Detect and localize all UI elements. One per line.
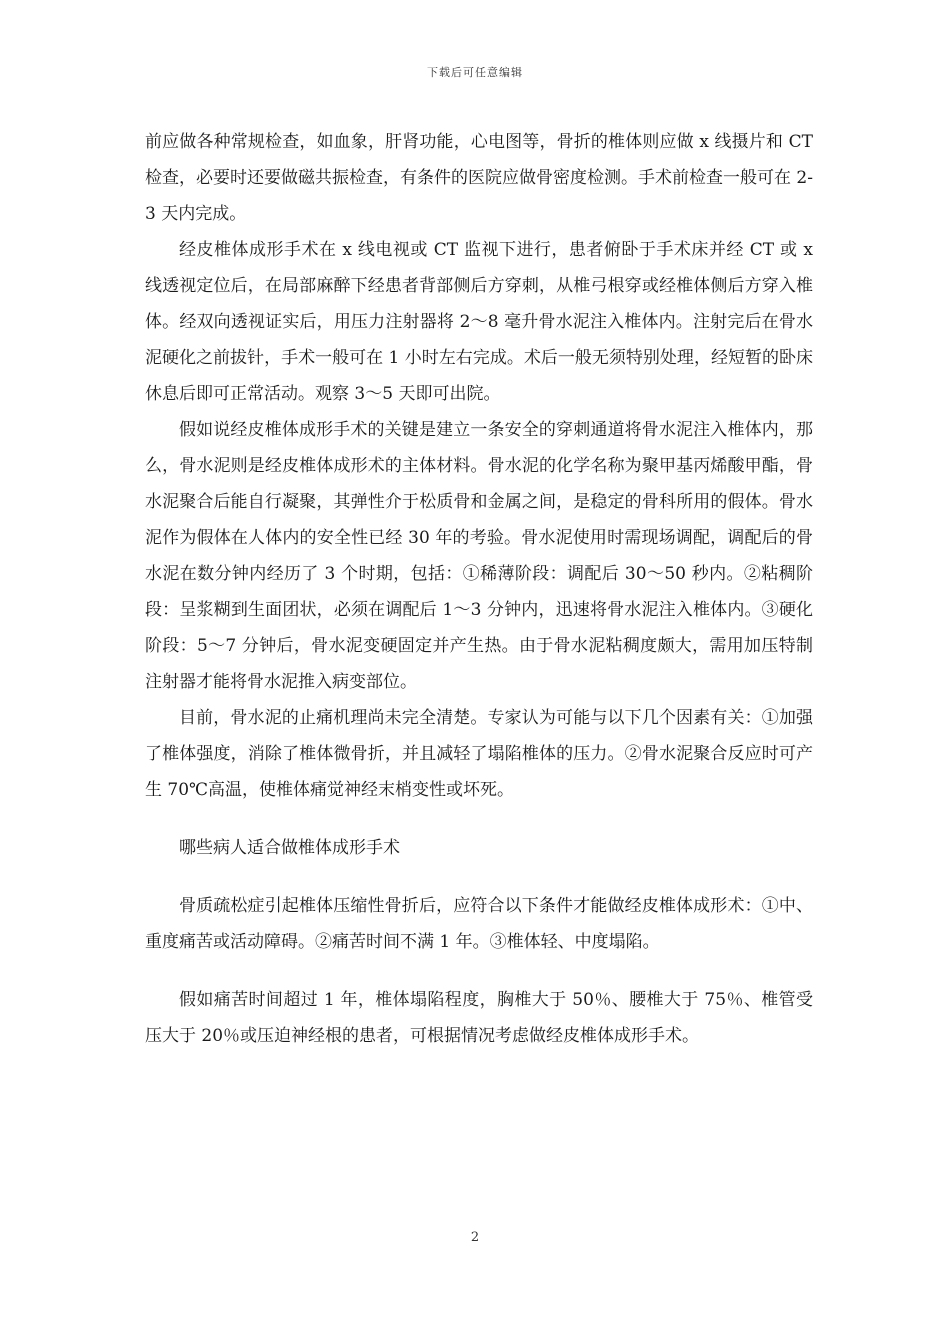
header-note: 下载后可任意编辑: [427, 66, 523, 79]
paragraph-extended-indications: 假如痛苦时间超过 1 年，椎体塌陷程度，胸椎大于 50％、腰椎大于 75％、椎管受压大于 20％或压迫神经根的患者，可根据情况考虑做经皮椎体成形手术。: [145, 990, 813, 1046]
document-body: [145, 124, 813, 1054]
section-heading: 哪些病人适合做椎体成形手术: [179, 838, 400, 858]
paragraph-pain-mechanism: 目前，骨水泥的止痛机理尚未完全清楚。专家认为可能与以下几个因素有关：①加强了椎体强度，消除了椎体微骨折，并且减轻了塌陷椎体的压力。②骨水泥聚合反应时可产生 70℃高温，使椎体痛觉神经末梢变性或坏死。: [145, 708, 813, 800]
paragraph-bone-cement: 假如说经皮椎体成形手术的关键是建立一条安全的穿刺通道将骨水泥注入椎体内，那么，骨水泥则是经皮椎体成形术的主体材料。骨水泥的化学名称为聚甲基丙烯酸甲酯，骨水泥聚合后能自行凝聚，其弹性介于松质骨和金属之间，是稳定的骨科所用的假体。骨水泥作为假体在人体内的安全性已经 30 年的考验。骨水泥使用时需现场调配，调配后的骨水泥在数分钟内经历了 3 个时期，包括：①稀薄阶段：调配后 30～50 秒内。②粘稠阶段：呈浆糊到生面团状，必须在调配后 1～3 分钟内，迅速将骨水泥注入椎体内。③硬化阶段：5～7 分钟后，骨水泥变硬固定并产生热。由于骨水泥粘稠度颇大，需用加压特制注射器才能将骨水泥推入病变部位。: [145, 420, 813, 692]
paragraph-indications: 骨质疏松症引起椎体压缩性骨折后，应符合以下条件才能做经皮椎体成形术：①中、重度痛苦或活动障碍。②痛苦时间不满 1 年。③椎体轻、中度塌陷。: [145, 896, 813, 952]
paragraph-procedure: 经皮椎体成形手术在 x 线电视或 CT 监视下进行，患者俯卧于手术床并经 CT 或 x 线透视定位后，在局部麻醉下经患者背部侧后方穿刺，从椎弓根穿或经椎体侧后方穿入椎体。经双向透视证实后，用压力注射器将 2～8 毫升骨水泥注入椎体内。注射完后在骨水泥硬化之前拔针，手术一般可在 1 小时左右完成。术后一般无须特别处理，经短暂的卧床休息后即可正常活动。观察 3～5 天即可出院。: [145, 240, 813, 404]
paragraph-pre-op-checks: 前应做各种常规检查，如血象，肝肾功能，心电图等，骨折的椎体则应做 x 线摄片和 CT 检查，必要时还要做磁共振检查，有条件的医院应做骨密度检测。手术前检查一般可在 2-3 天内完成。: [145, 132, 813, 224]
page-number: 2: [470, 1230, 480, 1245]
